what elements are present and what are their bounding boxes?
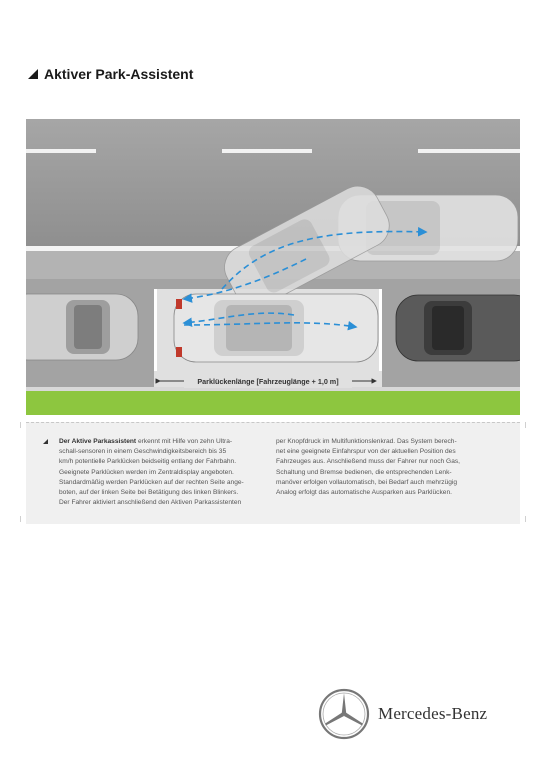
info-line: manöver erfolgen vollautomatisch, bei Bedarf auch mehrzügig	[276, 478, 458, 486]
page-title-text: Aktiver Park-Assistent	[44, 66, 194, 82]
info-line: Analog erfolgt das automatische Ausparken aus Parklücken.	[276, 489, 452, 497]
info-column-left	[59, 437, 289, 508]
bullet-triangle-icon	[43, 439, 48, 444]
crop-mark	[525, 516, 526, 522]
info-line: net eine geeignete Einfahrspur von der aktuellen Position des	[276, 448, 456, 456]
info-line: km/h potentielle Parklücken beidseitig entlang der Fahrbahn.	[59, 458, 237, 466]
info-line: per Knopfdruck im Multifunktionslenkrad. Das System berech-	[276, 438, 457, 445]
triangle-icon	[28, 69, 38, 79]
lane-dash	[222, 149, 312, 153]
parking-illustration	[26, 119, 520, 415]
mercedes-star-icon	[318, 688, 370, 740]
info-line: Schaltung und Bremse bedienen, die entsprechenden Lenk-	[276, 468, 452, 476]
info-line: schall-sensoren in einem Geschwindigkeitsbereich bis 35	[59, 448, 227, 456]
lane-dash	[26, 149, 96, 153]
parked-car-right	[396, 295, 520, 361]
crop-mark	[525, 422, 526, 428]
measure-label: Parklückenlänge [Fahrzeuglänge + 1,0 m]	[197, 377, 339, 386]
gap-marker-left	[154, 289, 157, 371]
crop-mark	[20, 422, 21, 428]
info-line: Der Fahrer aktiviert anschließend den Aktiven Parkassistenten	[59, 499, 242, 507]
grass-strip	[26, 391, 520, 415]
info-lead: Der Aktive Parkassistent	[59, 438, 137, 445]
lane-dash	[418, 149, 520, 153]
crop-mark	[20, 516, 21, 522]
info-line: Standardmäßig werden Parklücken auf der rechten Seite ange-	[59, 478, 244, 486]
info-line: Der Aktive Parkassistent erkennt mit Hilfe von zehn Ultra-	[59, 438, 233, 445]
gap-marker-right	[379, 289, 382, 371]
brand-name: Mercedes-Benz	[378, 704, 488, 723]
info-column-right	[276, 437, 494, 498]
brand-logo	[318, 688, 487, 740]
info-line: Fahrzeuges aus. Anschließend muss der Fahrer nur noch Gas,	[276, 458, 460, 466]
info-line: Geeignete Parklücken werden im Zentraldisplay angeboten.	[59, 468, 234, 476]
info-line: boten, auf der linken Seite bei Betätigung des linken Blinkers.	[59, 489, 239, 497]
page-title	[28, 66, 193, 82]
car-parked-in-gap	[174, 294, 378, 362]
parked-car-left	[26, 294, 138, 360]
info-box	[26, 422, 520, 524]
